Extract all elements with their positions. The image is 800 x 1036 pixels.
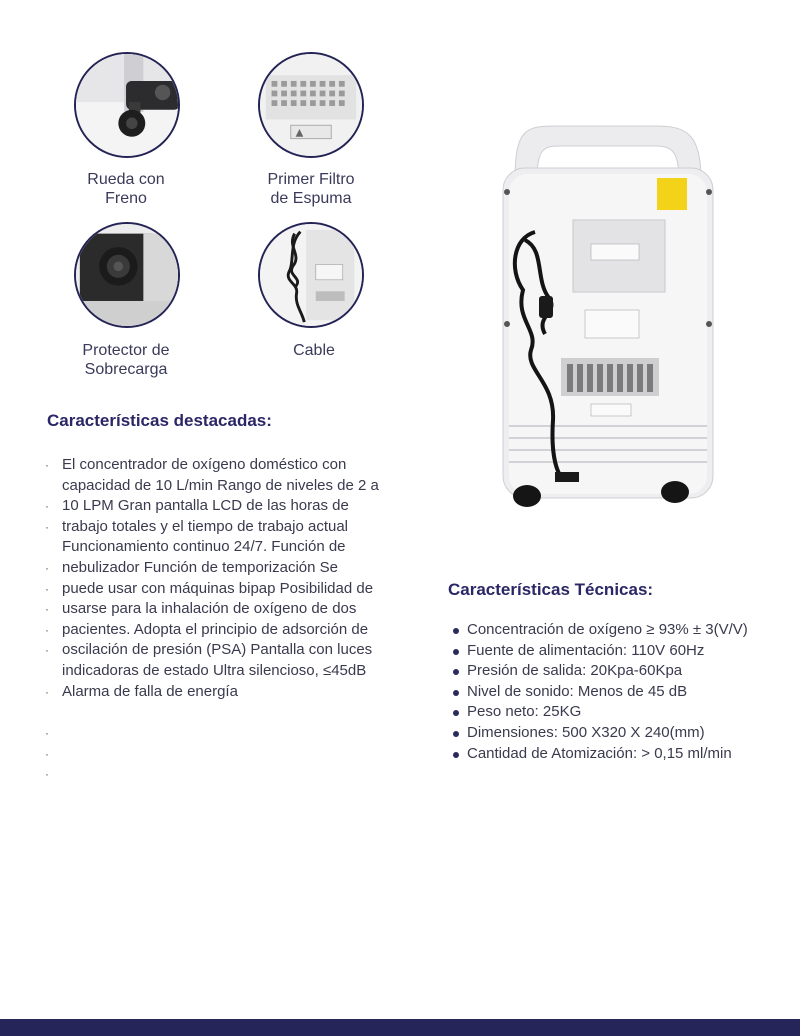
footer-bar [0,1019,800,1036]
highlights-line: capacidad de 10 L/min Rango de niveles de 2 a [62,476,379,494]
technical-item: Cantidad de Atomización: > 0,15 ml/min [450,744,748,765]
highlights-line: trabajo totales y el tiempo de trabajo actual [62,517,349,535]
bullet-dot: · [45,561,49,575]
caption-line: Freno [105,190,147,207]
technical-item: Presión de salida: 20Kpa-60Kpa [450,661,748,682]
caption-line: Sobrecarga [84,361,168,378]
caption-line: Protector de [82,342,170,359]
feature-caption-cable [234,341,394,360]
highlights-line: usarse para la inhalación de oxígeno de dos [62,600,357,618]
foam-filter-photo [258,52,364,158]
feature-caption-filter [231,170,391,208]
bullet-dot: · [45,458,49,472]
caption-line: Rueda con [87,171,165,188]
cable-photo [258,222,364,328]
technical-item: Fuente de alimentación: 110V 60Hz [450,641,748,662]
technical-item: Nivel de sonido: Menos de 45 dB [450,682,748,703]
highlights-line: oscilación de presión (PSA) Pantalla con luces [62,641,373,659]
highlights-line: El concentrador de oxígeno doméstico con [62,456,347,473]
bullet-dot: · [45,643,49,657]
bullet-dot: · [45,582,49,596]
highlights-line: pacientes. Adopta el principio de adsorción de [62,620,369,638]
highlights-line: puede usar con máquinas bipap Posibilidad de [62,579,374,597]
caption-line: Primer Filtro [267,171,355,188]
bullet-dot: · [45,602,49,616]
technical-item: Peso neto: 25KG [450,702,748,723]
feature-caption-protector [46,341,206,379]
technical-item: Concentración de oxígeno ≥ 93% ± 3(V/V) [450,620,748,641]
caption-line: de Espuma [270,190,352,207]
bullet-dot: · [45,767,49,781]
bullet-dot: · [45,726,49,740]
bullet-dot: · [45,520,49,534]
wheel-brake-photo [74,52,180,158]
bullet-dot: · [45,747,49,761]
highlights-line: 10 LPM Gran pantalla LCD de las horas de [62,497,349,515]
bullet-dot: · [45,685,49,699]
technical-title: Características Técnicas: [448,580,654,599]
oxygen-concentrator-photo [495,120,720,510]
highlights-line: Alarma de falla de energía [62,682,238,700]
highlights-line: indicadoras de estado Ultra silencioso, ≤45dB [62,661,367,679]
highlights-paragraph [62,455,412,702]
overload-protector-photo [74,222,180,328]
feature-caption-wheel [46,170,206,208]
highlights-line: Funcionamiento continuo 24/7. Función de [62,538,346,556]
highlights-title: Características destacadas: [47,411,272,430]
bullet-dot: · [45,623,49,637]
technical-item: Dimensiones: 500 X320 X 240(mm) [450,723,748,744]
bullet-dot: · [45,499,49,513]
caption-line: Cable [293,342,335,359]
technical-list [450,620,748,764]
highlights-line: nebulizador Función de temporización Se [62,558,338,576]
